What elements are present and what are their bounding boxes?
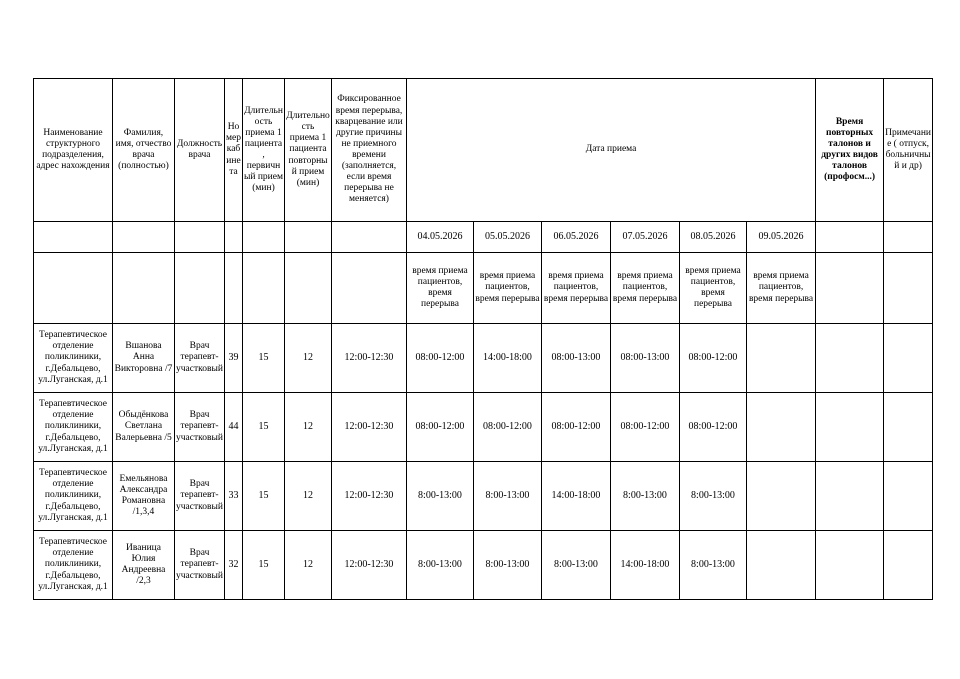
duration-repeat-cell: 12 bbox=[285, 531, 332, 600]
time-cell: 08:00-13:00 bbox=[611, 324, 680, 393]
dept-cell: Терапевтическое отделение поликлиники, г.Дебальцево, ул.Луганская, д.1 bbox=[34, 462, 113, 531]
duration-repeat-cell: 12 bbox=[285, 324, 332, 393]
header-notes: Примечание ( отпуск, больничный и др) bbox=[884, 79, 933, 222]
time-cell: 14:00-18:00 bbox=[474, 324, 542, 393]
subheader-cell: время приема пациентов, время перерыва bbox=[407, 253, 474, 324]
empty-cell bbox=[113, 253, 175, 324]
repeat-talon-cell bbox=[816, 324, 884, 393]
time-cell: 8:00-13:00 bbox=[474, 462, 542, 531]
empty-cell bbox=[816, 253, 884, 324]
header-break: Фиксированное время перерыва, кварцевание или другие причины не приемного времени (заполняется, если время перерыва не меняется) bbox=[332, 79, 407, 222]
break-cell: 12:00-12:30 bbox=[332, 531, 407, 600]
time-cell: 8:00-13:00 bbox=[611, 462, 680, 531]
table-row bbox=[34, 462, 933, 531]
note-cell bbox=[884, 393, 933, 462]
time-cell: 08:00-12:00 bbox=[611, 393, 680, 462]
time-cell: 8:00-13:00 bbox=[474, 531, 542, 600]
dept-cell: Терапевтическое отделение поликлиники, г.Дебальцево, ул.Луганская, д.1 bbox=[34, 531, 113, 600]
header-repeat-talons: Время повторных талонов и других видов талонов (профосм...) bbox=[816, 79, 884, 222]
date-cell: 04.05.2026 bbox=[407, 222, 474, 253]
empty-cell bbox=[34, 222, 113, 253]
doctor-name-cell: Емельянова Александра Романовна /1,3,4 bbox=[113, 462, 175, 531]
date-cell: 05.05.2026 bbox=[474, 222, 542, 253]
time-cell: 14:00-18:00 bbox=[611, 531, 680, 600]
duration-first-cell: 15 bbox=[243, 531, 285, 600]
room-cell: 44 bbox=[225, 393, 243, 462]
position-cell: Врач терапевт-участковый bbox=[175, 462, 225, 531]
empty-cell bbox=[225, 253, 243, 324]
doctor-name-cell: Иваница Юлия Андреевна /2,3 bbox=[113, 531, 175, 600]
time-cell: 08:00-12:00 bbox=[474, 393, 542, 462]
empty-cell bbox=[34, 253, 113, 324]
position-cell: Врач терапевт-участковый bbox=[175, 393, 225, 462]
doctor-name-cell: Обыдёнкова Светлана Валерьевна /5 bbox=[113, 393, 175, 462]
empty-cell bbox=[884, 222, 933, 253]
time-cell: 08:00-12:00 bbox=[680, 393, 747, 462]
time-cell bbox=[747, 462, 816, 531]
schedule-table bbox=[33, 78, 933, 600]
header-room: Номер кабинета bbox=[225, 79, 243, 222]
subheader-cell: время приема пациентов, время перерыва bbox=[747, 253, 816, 324]
date-cell: 09.05.2026 bbox=[747, 222, 816, 253]
time-cell: 14:00-18:00 bbox=[542, 462, 611, 531]
date-cell: 06.05.2026 bbox=[542, 222, 611, 253]
room-cell: 33 bbox=[225, 462, 243, 531]
duration-repeat-cell: 12 bbox=[285, 393, 332, 462]
header-dept: Наименование структурного подразделения, адрес нахождения bbox=[34, 79, 113, 222]
dept-cell: Терапевтическое отделение поликлиники, г.Дебальцево, ул.Луганская, д.1 bbox=[34, 393, 113, 462]
position-cell: Врач терапевт-участковый bbox=[175, 531, 225, 600]
time-cell: 8:00-13:00 bbox=[407, 531, 474, 600]
empty-cell bbox=[175, 253, 225, 324]
date-cell: 08.05.2026 bbox=[680, 222, 747, 253]
subheader-row bbox=[34, 253, 933, 324]
empty-cell bbox=[816, 222, 884, 253]
duration-first-cell: 15 bbox=[243, 393, 285, 462]
duration-first-cell: 15 bbox=[243, 462, 285, 531]
empty-cell bbox=[332, 253, 407, 324]
subheader-cell: время приема пациентов, время перерыва bbox=[611, 253, 680, 324]
empty-cell bbox=[285, 253, 332, 324]
room-cell: 39 bbox=[225, 324, 243, 393]
time-cell bbox=[747, 393, 816, 462]
time-cell: 08:00-12:00 bbox=[542, 393, 611, 462]
repeat-talon-cell bbox=[816, 393, 884, 462]
empty-cell bbox=[243, 253, 285, 324]
dates-row bbox=[34, 222, 933, 253]
break-cell: 12:00-12:30 bbox=[332, 462, 407, 531]
empty-cell bbox=[225, 222, 243, 253]
repeat-talon-cell bbox=[816, 462, 884, 531]
time-cell: 8:00-13:00 bbox=[542, 531, 611, 600]
subheader-cell: время приема пациентов, время перерыва bbox=[680, 253, 747, 324]
duration-first-cell: 15 bbox=[243, 324, 285, 393]
table-row bbox=[34, 324, 933, 393]
date-cell: 07.05.2026 bbox=[611, 222, 680, 253]
empty-cell bbox=[285, 222, 332, 253]
time-cell: 8:00-13:00 bbox=[680, 462, 747, 531]
duration-repeat-cell: 12 bbox=[285, 462, 332, 531]
header-row bbox=[34, 79, 933, 222]
time-cell: 08:00-12:00 bbox=[407, 393, 474, 462]
room-cell: 32 bbox=[225, 531, 243, 600]
note-cell bbox=[884, 462, 933, 531]
repeat-talon-cell bbox=[816, 531, 884, 600]
time-cell bbox=[747, 531, 816, 600]
subheader-cell: время приема пациентов, время перерыва bbox=[474, 253, 542, 324]
position-cell: Врач терапевт-участковый bbox=[175, 324, 225, 393]
header-position: Должность врача bbox=[175, 79, 225, 222]
break-cell: 12:00-12:30 bbox=[332, 324, 407, 393]
empty-cell bbox=[113, 222, 175, 253]
empty-cell bbox=[332, 222, 407, 253]
doctor-name-cell: Вшанова Анна Викторовна /7 bbox=[113, 324, 175, 393]
header-duration-first: Длительность приема 1 пациента, первичный прием (мин) bbox=[243, 79, 285, 222]
time-cell: 8:00-13:00 bbox=[407, 462, 474, 531]
header-duration-repeat: Длительность приема 1 пациента повторный прием (мин) bbox=[285, 79, 332, 222]
time-cell: 08:00-12:00 bbox=[407, 324, 474, 393]
empty-cell bbox=[175, 222, 225, 253]
break-cell: 12:00-12:30 bbox=[332, 393, 407, 462]
note-cell bbox=[884, 324, 933, 393]
note-cell bbox=[884, 531, 933, 600]
time-cell: 08:00-12:00 bbox=[680, 324, 747, 393]
header-name: Фамилия, имя, отчество врача (полностью) bbox=[113, 79, 175, 222]
empty-cell bbox=[243, 222, 285, 253]
subheader-cell: время приема пациентов, время перерыва bbox=[542, 253, 611, 324]
dept-cell: Терапевтическое отделение поликлиники, г.Дебальцево, ул.Луганская, д.1 bbox=[34, 324, 113, 393]
time-cell bbox=[747, 324, 816, 393]
time-cell: 08:00-13:00 bbox=[542, 324, 611, 393]
table-row bbox=[34, 393, 933, 462]
time-cell: 8:00-13:00 bbox=[680, 531, 747, 600]
table-row bbox=[34, 531, 933, 600]
header-date: Дата приема bbox=[407, 79, 816, 222]
empty-cell bbox=[884, 253, 933, 324]
